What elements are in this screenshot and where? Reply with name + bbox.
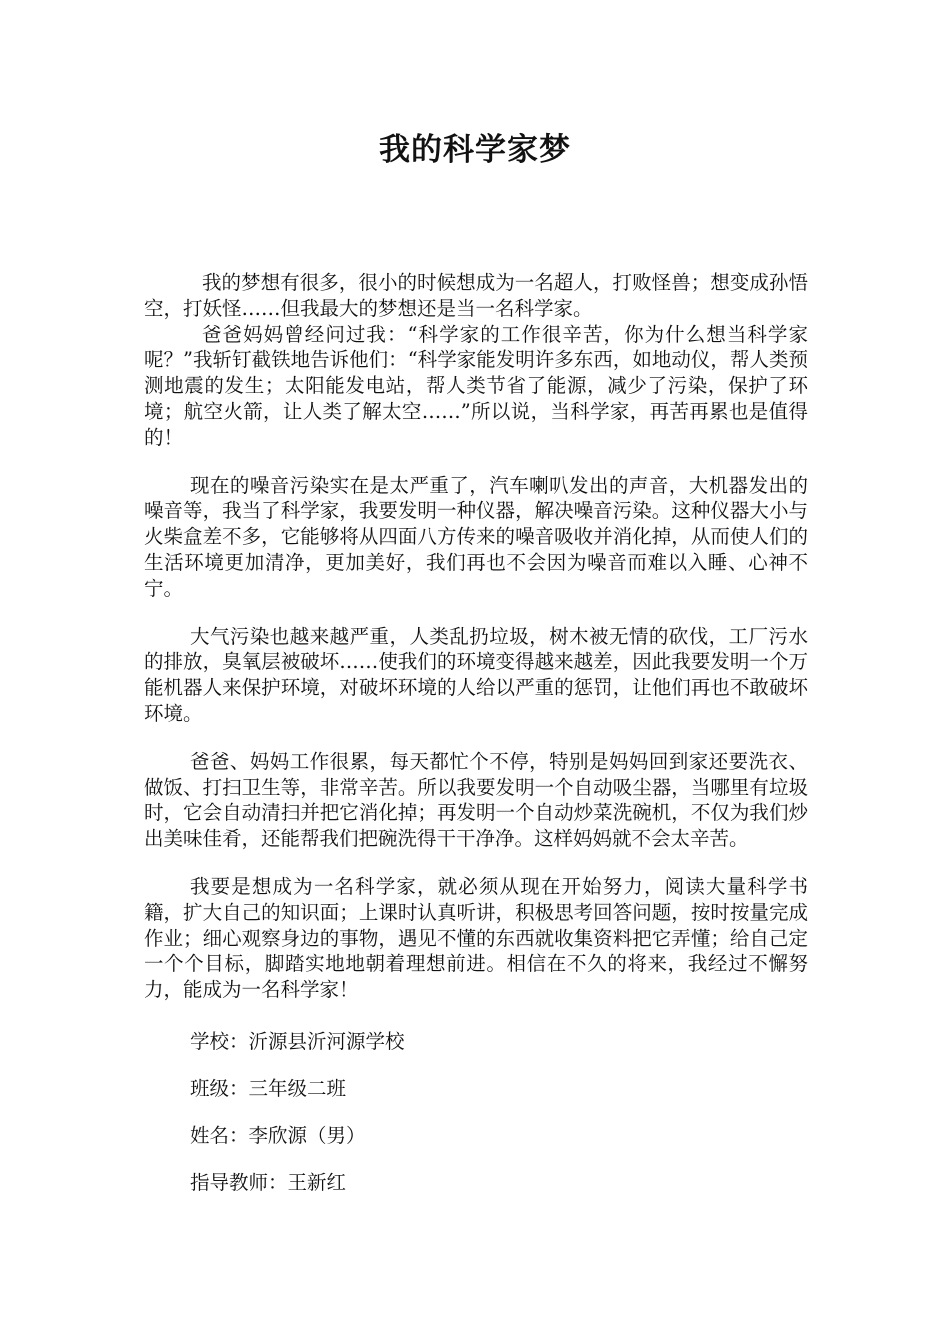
school-info: 学校：沂源县沂河源学校	[190, 1029, 405, 1053]
paragraph-2: 爸爸妈妈曾经问过我：“科学家的工作很辛苦，你为什么想当科学家呢？”我斩钉截铁地告诉他们：“科学家能发明许多东西，如地动仪，帮人类预测地震的发生；太阳能发电站，帮人类节省了能源，减少了污染，保护了环境；航空火箭，让人类了解太空……”所以说，当科学家，再苦再累也是值得的！	[144, 322, 808, 449]
paragraph-1: 我的梦想有很多，很小的时候想成为一名超人，打败怪兽；想变成孙悟空，打妖怪……但我最大的梦想还是当一名科学家。	[144, 271, 808, 320]
class-info: 班级：三年级二班	[190, 1076, 347, 1100]
essay-body	[144, 270, 808, 1194]
paragraph-3: 现在的噪音污染实在是太严重了，汽车喇叭发出的声音，大机器发出的噪音等，我当了科学家，我要发明一种仪器，解决噪音污染。这种仪器大小与火柴盒差不多，它能够将从四面八方传来的噪音吸收并消化掉，从而使人们的生活环境更加清净，更加美好，我们再也不会因为噪音而难以入睡、心神不宁。	[144, 473, 808, 600]
paragraph-5: 爸爸、妈妈工作很累，每天都忙个不停，特别是妈妈回到家还要洗衣、做饭、打扫卫生等，非常辛苦。所以我要发明一个自动吸尘器，当哪里有垃圾时，它会自动清扫并把它消化掉；再发明一个自动炒菜洗碗机，不仅为我们炒出美味佳肴，还能帮我们把碗洗得干干净净。这样妈妈就不会太辛苦。	[144, 749, 808, 851]
student-name-info: 姓名：李欣源（男）	[190, 1123, 366, 1147]
teacher-info: 指导教师：王新红	[190, 1170, 347, 1194]
document-title: 我的科学家梦	[379, 132, 571, 168]
paragraph-6: 我要是想成为一名科学家，就必须从现在开始努力，阅读大量科学书籍，扩大自己的知识面；上课时认真听讲，积极思考回答问题，按时按量完成作业；细心观察身边的事物，遇见不懂的东西就收集资料把它弄懂；给自己定一个个目标，脚踏实地地朝着理想前进。相信在不久的将来，我经过不懈努力，能成为一名科学家！	[144, 874, 808, 1002]
paragraph-4: 大气污染也越来越严重，人类乱扔垃圾，树木被无情的砍伐，工厂污水的排放，臭氧层被破坏……使我们的环境变得越来越差，因此我要发明一个万能机器人来保护环境，对破坏环境的人给以严重的惩罚，让他们再也不敢破坏环境。	[144, 624, 808, 725]
